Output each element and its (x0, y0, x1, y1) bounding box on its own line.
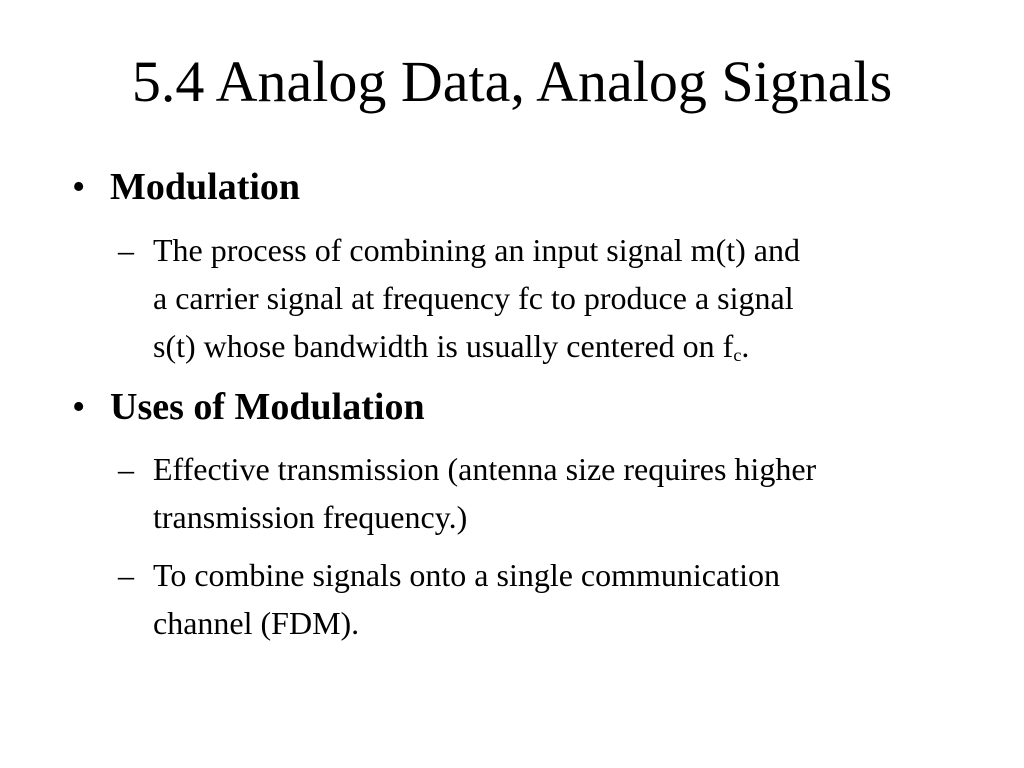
dash-marker: – (118, 451, 134, 487)
dash-marker: – (118, 557, 134, 593)
bullet-marker: • (72, 386, 86, 428)
sub-bullet-line-with-subscript (153, 322, 998, 370)
sub-bullet-combine-signals (118, 551, 998, 647)
bullet-heading: Uses of Modulation (110, 386, 425, 428)
sub-bullet-line: channel (FDM). (153, 605, 360, 641)
sub-bullet-line: The process of combining an input signal m(t) and (153, 232, 800, 268)
sub-bullet-line: transmission frequency.) (153, 499, 468, 535)
bullet-heading: Modulation (110, 166, 301, 208)
subscript-c: c (733, 345, 742, 365)
dash-marker: – (118, 232, 134, 268)
sub-bullet-modulation-definition (118, 226, 998, 370)
sub-bullet-effective-transmission (118, 445, 998, 541)
sub-bullet-line-text: s(t) whose bandwidth is usually centered on f (153, 328, 734, 364)
bullet-marker: • (72, 166, 86, 208)
line-suffix: . (741, 328, 750, 364)
slide-title: 5.4 Analog Data, Analog Signals (131, 49, 893, 114)
sub-bullet-line: To combine signals onto a single communication (153, 557, 780, 593)
sub-bullet-line: a carrier signal at frequency fc to produce a signal (153, 280, 794, 316)
sub-bullet-line: Effective transmission (antenna size requires higher (153, 451, 817, 487)
